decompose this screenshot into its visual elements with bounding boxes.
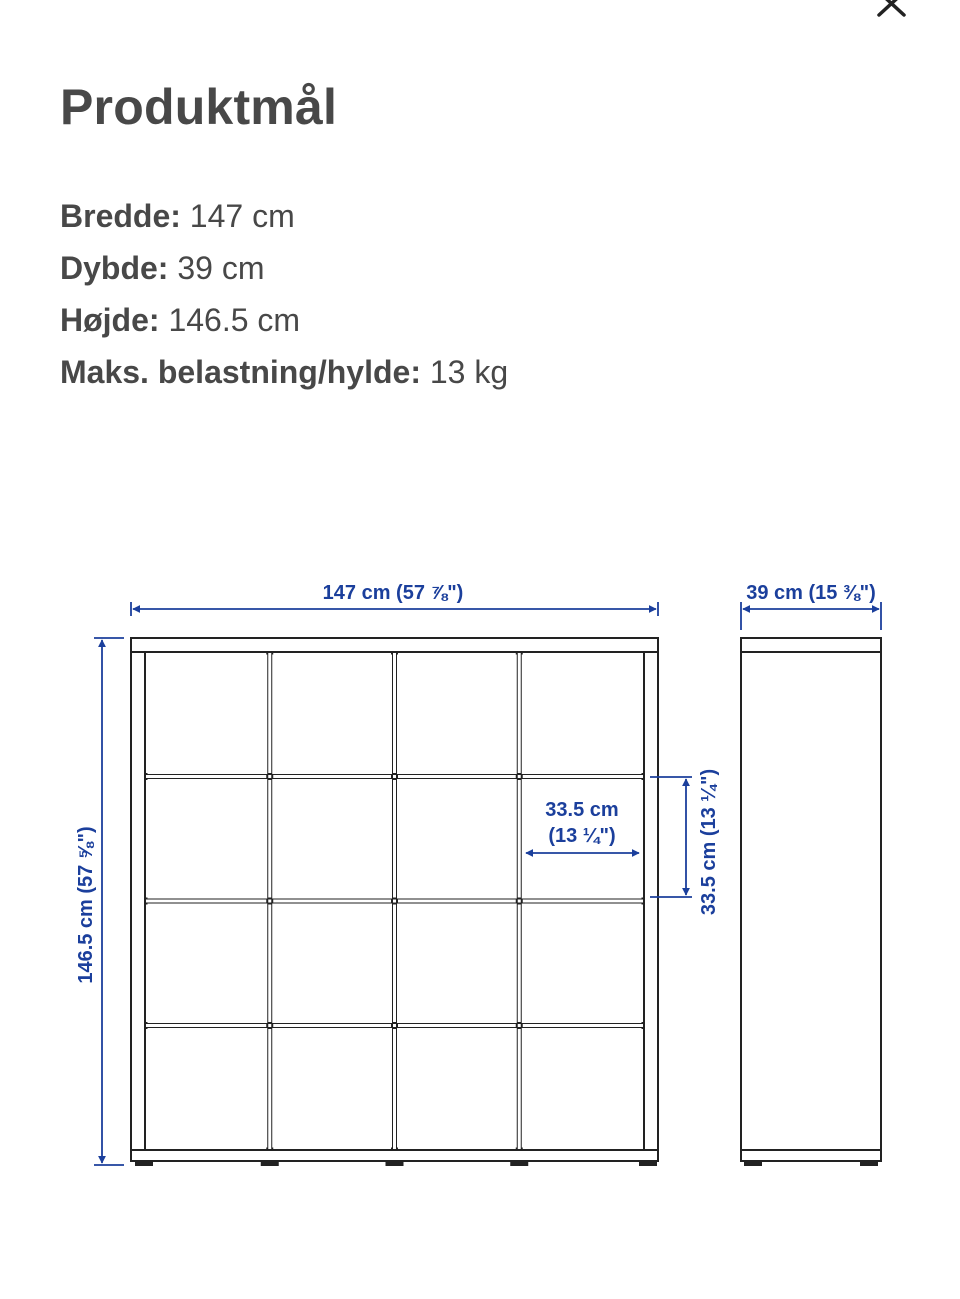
horizontal-shelf [145, 899, 644, 904]
side-foot-right [861, 1161, 877, 1165]
shelf-compartment [148, 904, 268, 1024]
dimension-value: 13 kg [429, 354, 509, 390]
close-icon [862, 0, 922, 32]
dimension-width [60, 190, 508, 242]
dimension-drawing [0, 560, 960, 1180]
height-dimension-label: 146.5 cm (57 ⅝") [75, 826, 97, 984]
shelf-foot [511, 1161, 527, 1165]
shelf-compartment [272, 1028, 392, 1148]
dimension-value: 147 cm [189, 198, 295, 234]
vertical-divider [392, 652, 397, 1150]
depth-dimension [741, 602, 881, 630]
dimension-value: 146.5 cm [168, 302, 301, 338]
shelf-compartment [148, 779, 268, 899]
shelf-compartment [272, 779, 392, 899]
shelf-compartment [522, 655, 642, 775]
dimension-label: Højde: [60, 302, 160, 338]
horizontal-shelf [145, 774, 644, 779]
shelf-compartment [397, 1028, 517, 1148]
shelf-compartment [272, 655, 392, 775]
vertical-divider [267, 652, 272, 1150]
shelf-foot [387, 1161, 403, 1165]
compartment-height-label: 33.5 cm (13 ¼") [698, 768, 720, 916]
page-title: Produktmål [60, 79, 338, 135]
compartment-height-dimension [650, 777, 692, 897]
shelf-compartment [272, 904, 392, 1024]
width-dimension [131, 602, 658, 616]
shelf-foot [136, 1161, 152, 1165]
shelf-compartment [522, 1028, 642, 1148]
dimension-list [60, 190, 508, 398]
dimension-depth [60, 242, 508, 294]
shelf-compartments [148, 655, 642, 1148]
compartment-width-label-line2: (13 ¼") [548, 825, 616, 847]
compartment-width-label-line1: 33.5 cm [545, 799, 619, 821]
shelf-foot [640, 1161, 656, 1165]
shelf-foot [262, 1161, 278, 1165]
dimension-label: Bredde: [60, 198, 181, 234]
dimension-height [60, 294, 508, 346]
side-outer-frame [741, 638, 881, 1161]
dimension-label: Dybde: [60, 250, 169, 286]
vertical-divider [517, 652, 522, 1150]
shelf-compartment [148, 655, 268, 775]
horizontal-shelf [145, 1023, 644, 1028]
side-foot-left [745, 1161, 761, 1165]
dimension-max-load [60, 346, 508, 398]
shelf-compartment [522, 904, 642, 1024]
close-button[interactable] [862, 0, 922, 32]
shelf-compartment [397, 655, 517, 775]
dimension-value: 39 cm [177, 250, 265, 286]
shelf-compartment [397, 904, 517, 1024]
front-view-shelf [131, 638, 658, 1165]
shelf-compartment [397, 779, 517, 899]
height-dimension [94, 638, 124, 1165]
width-dimension-label: 147 cm (57 ⅞") [322, 582, 464, 604]
shelf-compartment [148, 1028, 268, 1148]
depth-dimension-label: 39 cm (15 ⅜") [746, 582, 876, 604]
dimension-label: Maks. belastning/hylde: [60, 354, 421, 390]
side-view-shelf [741, 638, 881, 1165]
